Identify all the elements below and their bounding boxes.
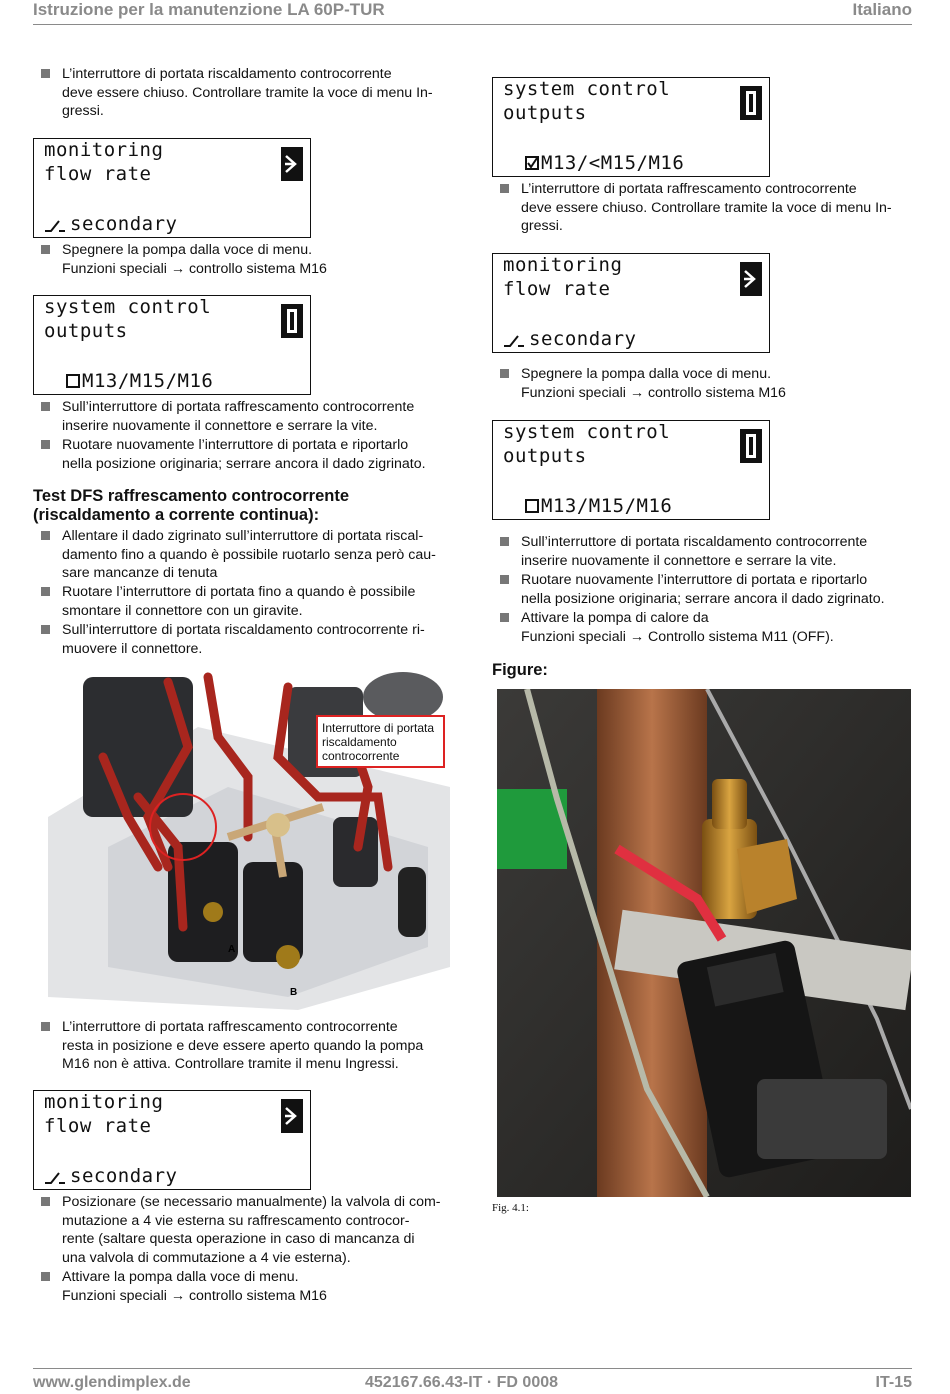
bullet-reinsert-connector-1: Sull’interruttore di portata raffrescamento controcorrente inserire nuovamente il connettore e serrare la vite. (33, 398, 453, 435)
page-header (33, 0, 912, 25)
bullet-icon (500, 537, 509, 546)
bullet-remove-connector: Sull’interruttore di portata riscaldamento controcorrente ri- muovere il connettore. (33, 621, 453, 658)
bullet-icon (41, 1272, 50, 1281)
bullet-cooling-switch-open: L’interruttore di portata raffrescamento controcorrente resta in posizione e deve essere aperto quando la pompa M16 non è attiva. Controllare tramite il menu Ingressi. (33, 1018, 453, 1074)
menu-lock-icon (740, 86, 762, 120)
lcd-monitoring-flow-rate-2: monitoring flow rate secondary (33, 1090, 311, 1190)
bullet-rotate-back-1: Ruotare nuovamente l’interruttore di portata e riportarlo nella posizione originaria; serrare ancora il dado zigrinato. (33, 436, 453, 473)
bullet-icon (41, 1022, 50, 1031)
checkbox-checked-icon (525, 156, 539, 170)
label-b: B (290, 987, 298, 998)
bullet-pump-off-1: Spegnere la pompa dalla voce di menu. Funzioni speciali → controllo sistema M16 (33, 241, 453, 278)
menu-lock-icon (740, 429, 762, 463)
bullet-icon (500, 575, 509, 584)
bullet-activate-heat-pump: Attivare la pompa di calore da Funzioni speciali → Controllo sistema M11 (OFF). (492, 609, 912, 646)
document-code: 452167.66.43-IT · FD 0008 (365, 1374, 559, 1391)
flow-switch-callout: Interruttore di portata riscaldamento controcorrente (316, 715, 445, 768)
bullet-icon (41, 69, 50, 78)
lcd-system-control-outputs-checked: system control outputs M13/<M15/M16 (492, 77, 770, 177)
bullet-pump-on: Attivare la pompa dalla voce di menu. Funzioni speciali → controllo sistema M16 (33, 1268, 453, 1305)
bullet-inputs-check-heating: L’interruttore di portata riscaldamento controcorrente deve essere chiuso. Controllare tramite la voce di menu In- gressi. (33, 65, 453, 121)
website-link[interactable]: www.glendimplex.de (33, 1374, 191, 1391)
section-title: Test DFS raffrescamento controcorrente (riscaldamento a corrente continua): (33, 487, 350, 524)
bullet-icon (41, 587, 50, 596)
figure-label: Figure: (492, 661, 548, 679)
lcd-monitoring-flow-rate-1: monitoring flow rate secondary (33, 138, 311, 238)
bullet-loosen-nut: Allentare il dado zigrinato sull’interruttore di portata riscal- damento fino a quando è possibile ruotarlo senza però cau- sare mancanze di tenuta (33, 527, 453, 583)
bullet-rotate-switch: Ruotare l’interruttore di portata fino a quando è possibile smontare il connettore con un giravite. (33, 583, 453, 620)
lcd-system-control-outputs-2: system control outputs M13/M15/M16 (492, 420, 770, 520)
checkbox-unchecked-icon (66, 374, 80, 388)
switch-symbol-icon (503, 332, 525, 348)
checkbox-unchecked-icon (525, 499, 539, 513)
menu-lock-icon (281, 304, 303, 338)
bullet-icon (41, 245, 50, 254)
figure-caption: Fig. 4.1: (492, 1202, 529, 1214)
lcd-monitoring-flow-rate-3: monitoring flow rate secondary (492, 253, 770, 353)
bullet-icon (500, 184, 509, 193)
bullet-reinsert-connector-2: Sull’interruttore di portata riscaldamento controcorrente inserire nuovamente il connettore e serrare la vite. (492, 533, 912, 570)
page-number: IT-15 (875, 1374, 912, 1391)
switch-symbol-icon (44, 1169, 66, 1185)
arrow-right-icon (740, 262, 762, 296)
switch-symbol-icon (44, 217, 66, 233)
bullet-inputs-check-cooling: L’interruttore di portata raffrescamento controcorrente deve essere chiuso. Controllare tramite la voce di menu In- gressi. (492, 180, 912, 236)
bullet-icon (500, 613, 509, 622)
bullet-four-way-valve: Posizionare (se necessario manualmente) la valvola di com- mutazione a 4 vie esterna su raffrescamento controcor- rente (saltare questa operazione in caso di mancanza di una valvola di commutazione a 4 vie esterna). (33, 1193, 453, 1267)
page-footer (33, 1368, 912, 1394)
bullet-icon (500, 369, 509, 378)
lcd-system-control-outputs-1: system control outputs M13/M15/M16 (33, 295, 311, 395)
bullet-icon (41, 531, 50, 540)
language-label: Italiano (852, 0, 912, 19)
bullet-icon (41, 625, 50, 634)
bullet-icon (41, 1197, 50, 1206)
arrow-right-icon (281, 147, 303, 181)
bullet-pump-off-2: Spegnere la pompa dalla voce di menu. Funzioni speciali → controllo sistema M16 (492, 365, 912, 402)
arrow-right-icon (281, 1099, 303, 1133)
document-title: Istruzione per la manutenzione LA 60P-TUR (33, 0, 385, 19)
bullet-icon (41, 440, 50, 449)
flow-switch-photo (497, 689, 911, 1197)
label-a: A (228, 944, 236, 955)
bullet-icon (41, 402, 50, 411)
bullet-rotate-back-2: Ruotare nuovamente l’interruttore di portata e riportarlo nella posizione originaria; serrare ancora il dado zigrinato. (492, 571, 912, 608)
